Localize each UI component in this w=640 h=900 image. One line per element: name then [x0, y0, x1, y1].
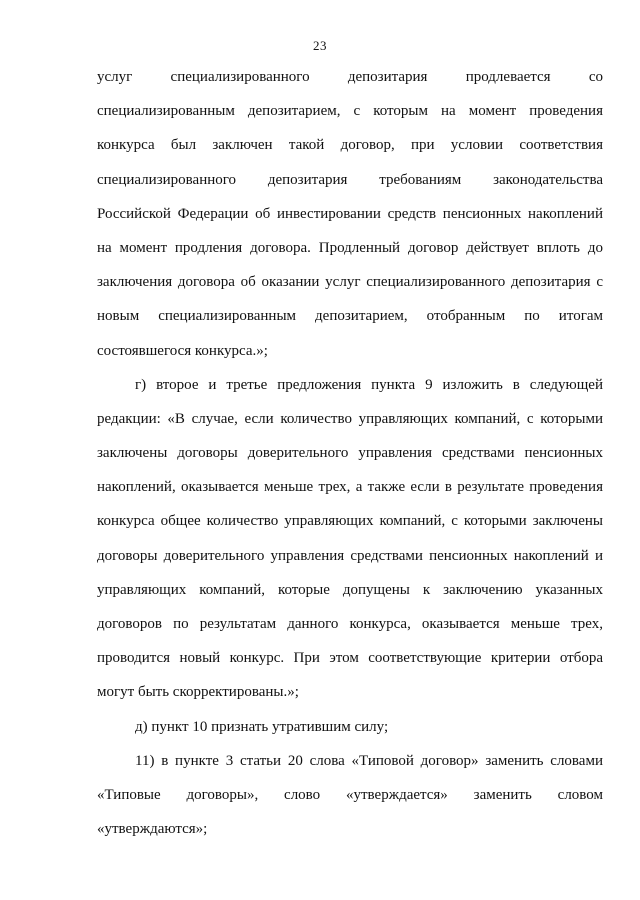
text-line: договоров по результатам данного конкурса, оказывается меньше трех,	[97, 616, 603, 632]
body-text	[97, 60, 603, 846]
text-line: редакции: «В случае, если количество управляющих компаний, с которыми	[97, 410, 603, 427]
text-line: г) второе и третье предложения пункта 9 изложить в следующей	[135, 376, 603, 393]
text-line: «утверждаются»;	[97, 821, 208, 838]
text-line: конкурса был заключен такой договор, при условии соответствия	[97, 137, 603, 154]
page-number: 23	[313, 38, 327, 53]
text-line: конкурса общее количество управляющих компаний, с которыми заключены	[97, 513, 603, 530]
text-line: могут быть скорректированы.»;	[97, 684, 299, 701]
text-line: управляющих компаний, которые допущены к заключению указанных	[97, 581, 603, 598]
text-line: накоплений, оказывается меньше трех, а также если в результате проведения	[97, 479, 603, 496]
text-line: специализированным депозитарием, с которым на момент проведения	[97, 103, 603, 120]
text-line: «Типовые договоры», слово «утверждается» заменить словом	[97, 786, 603, 803]
text-line: на момент продления договора. Продленный договор действует вплоть до	[97, 239, 603, 256]
text-line: услуг специализированного депозитария продлевается со	[97, 69, 603, 85]
text-line: специализированного депозитария требованиям законодательства	[97, 171, 603, 188]
text-line: новым специализированным депозитарием, отобранным по итогам	[97, 308, 603, 325]
text-line: заключены договоры доверительного управления средствами пенсионных	[97, 445, 603, 462]
text-line: заключения договора об оказании услуг специализированного депозитария с	[97, 274, 603, 291]
text-line: Российской Федерации об инвестировании средств пенсионных накоплений	[97, 205, 603, 222]
text-line: проводится новый конкурс. При этом соответствующие критерии отбора	[97, 650, 603, 667]
text-line: состоявшегося конкурса.»;	[97, 342, 268, 359]
text-line: 11) в пункте 3 статьи 20 слова «Типовой договор» заменить словами	[135, 752, 603, 769]
text-line: договоры доверительного управления средствами пенсионных накоплений и	[97, 547, 603, 564]
text-line: д) пункт 10 признать утратившим силу;	[135, 718, 389, 735]
